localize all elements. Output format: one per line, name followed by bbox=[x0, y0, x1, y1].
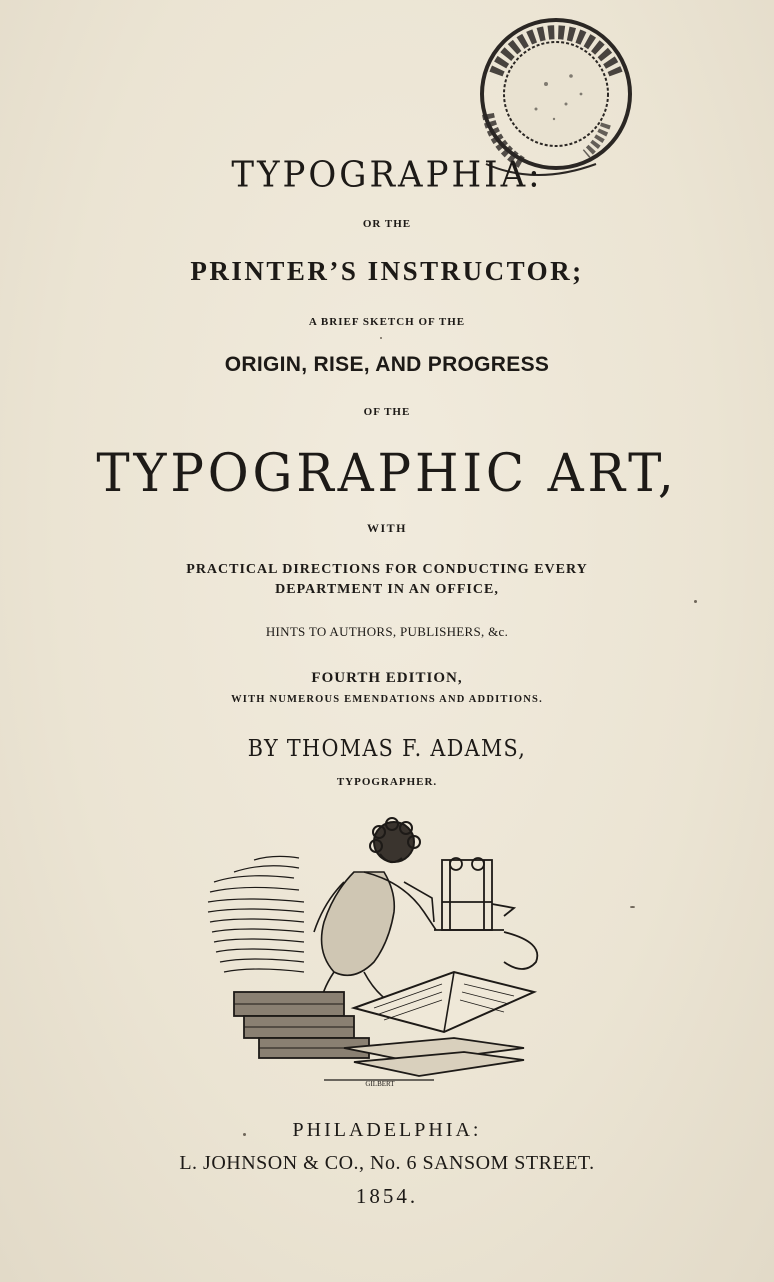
brief-sketch-label: A BRIEF SKETCH OF THE bbox=[308, 316, 466, 328]
practical-directions-line-1: PRACTICAL DIRECTIONS FOR CONDUCTING EVERY bbox=[186, 562, 588, 577]
book-title: TYPOGRAPHIA: bbox=[231, 154, 543, 196]
origin-heading: ORIGIN, RISE, AND PROGRESS bbox=[224, 353, 550, 376]
hints-line: HINTS TO AUTHORS, PUBLISHERS, &c. bbox=[265, 624, 509, 639]
engraver-signature: GILBERT bbox=[365, 1080, 395, 1088]
edition-line: FOURTH EDITION, bbox=[311, 670, 463, 686]
of-the-label: OF THE bbox=[363, 406, 411, 418]
publisher-line: L. JOHNSON & CO., No. 6 SANSOM STREET. bbox=[179, 1152, 595, 1174]
author-role: TYPOGRAPHER. bbox=[336, 776, 438, 788]
practical-directions-line-2: DEPARTMENT IN AN OFFICE, bbox=[275, 582, 499, 597]
with-label: WITH bbox=[366, 521, 407, 535]
typographic-art-heading: TYPOGRAPHIC ART, bbox=[96, 444, 678, 504]
publication-city: PHILADELPHIA: bbox=[292, 1119, 482, 1141]
publication-year: 1854. bbox=[355, 1184, 419, 1208]
author-line: BY THOMAS F. ADAMS, bbox=[247, 736, 527, 762]
emendations-line: WITH NUMEROUS EMENDATIONS AND ADDITIONS. bbox=[231, 694, 543, 705]
book-subtitle: PRINTER’S INSTRUCTOR; bbox=[190, 256, 584, 286]
cherub-engraving-icon bbox=[204, 812, 556, 1088]
or-the-label: OR THE bbox=[362, 218, 412, 230]
